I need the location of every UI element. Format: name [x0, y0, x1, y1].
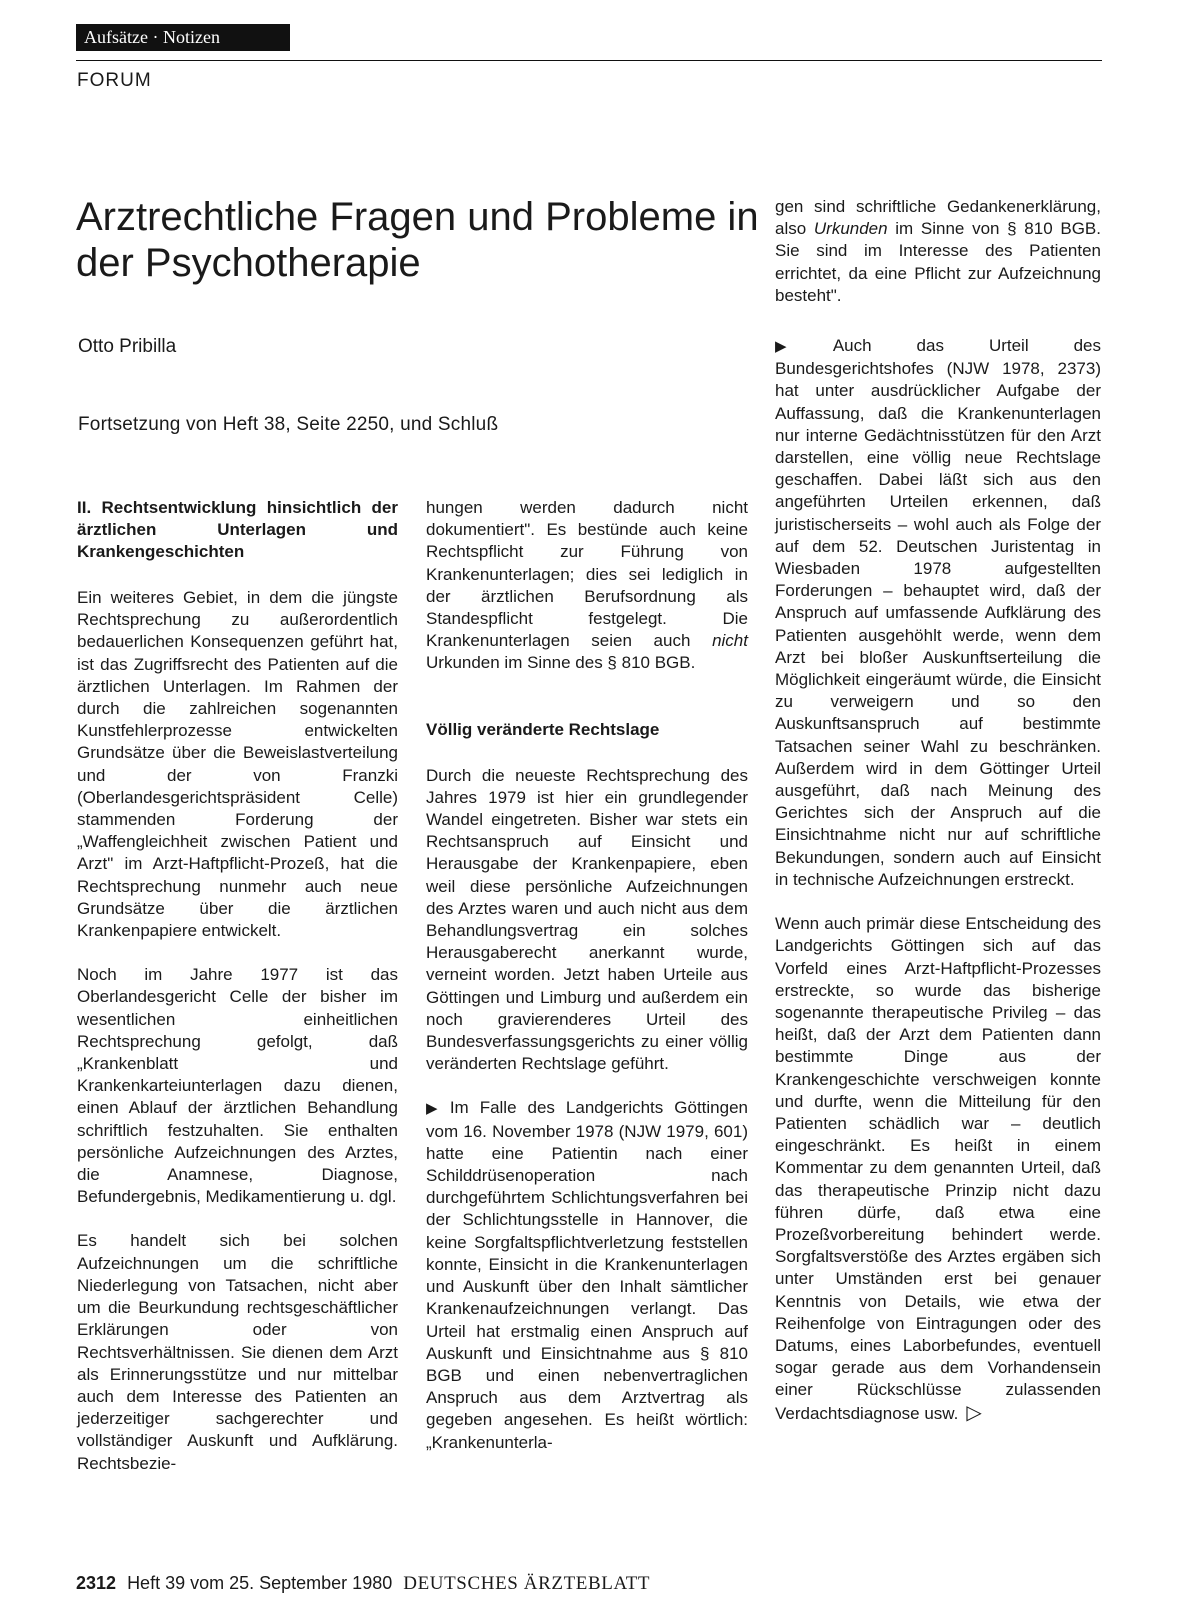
column-3	[775, 196, 1101, 1447]
header-rule	[76, 60, 1102, 61]
article-title: Arztrechtliche Fragen und Probleme in der Psychotherapie	[76, 195, 759, 285]
paragraph-marker-icon: ▶	[775, 338, 827, 356]
paragraph: hungen werden dadurch nicht dokumentiert". Es bestünde auch keine Rechtspflicht zur Führung von Krankenunterlagen; dies sei lediglich in der ärztlichen Berufsordnung als Standespflicht festgelegt. Die Krankenunterlagen seien auch nicht Urkunden im Sinne des § 810 BGB.	[426, 498, 748, 673]
paragraph: Ein weiteres Gebiet, in dem die jüngste Rechtsprechung zu außerordentlich bedauerlichen Konsequenzen geführt hat, ist das Zugriffsrecht des Patienten auf die ärztlichen Unterlagen. Im Rahmen der durch die zahlreichen sogenannten Kunstfehlerprozesse entwickelten Grundsätze über die Beweislastverteilung und der von Franzki (Oberlandesgerichtspräsident Celle) stammenden Forderung der „Waffengleichheit zwischen Patient und Arzt" im Arzt-Haftpflicht-Prozeß, hat die Rechtsprechung nunmehr auch neue Grundsätze über die ärztlichen Krankenpapiere entwickelt.	[77, 588, 398, 941]
journal-name: DEUTSCHES ÄRZTEBLATT	[403, 1573, 651, 1594]
paragraph-marker-icon: ▶	[426, 1100, 444, 1118]
emphasis: nicht	[712, 631, 748, 651]
paragraph: Durch die neueste Rechtsprechung des Jahres 1979 ist hier ein grundlegender Wandel eingetreten. Bisher war stets ein Rechtsanspruch auf Einsicht und Herausgabe der Krankenpapiere, eben weil diese persönliche Aufzeichnungen des Arztes waren und auch nicht aus dem Behandlungsvertrag ein solches Herausgaberecht anerkannt wurde, verneint worden. Jetzt haben Urteile aus Göttingen und Limburg und außerdem ein noch gravierenderes Urteil des Bundesverfassungsgerichts zu einer völlig veränderten Rechtslage geführt.	[426, 765, 748, 1074]
emphasis: Urkunden	[813, 219, 888, 239]
article-author: Otto Pribilla	[78, 336, 177, 357]
page-number: 2312	[76, 1573, 117, 1593]
continuation-note: Fortsetzung von Heft 38, Seite 2250, und Schluß	[78, 414, 499, 435]
paragraph: ▶ Auch das Urteil des Bundesgerichtshofes (NJW 1978, 2373) hat unter ausdrücklicher Aufgabe der Auffassung, daß die Krankenunterlagen nur interne Gedächtnisstützen für den Arzt darstellen, eine völlig neue Rechtslage geschaffen. Dabei läßt sich aus den angeführten Urteilen erkennen, daß juristischerseits – wohl auch als Folge der auf dem 52. Deutschen Juristentag in Wiesbaden 1978 aufgestellten Forderungen – behauptet wird, daß der Anspruch auf umfassende Aufklärung des Patienten ausgehöhlt werde, wenn dem Arzt bei bloßer Auskunftserteilung die Möglichkeit eingeräumt würde, die Einsicht zu verweigern und so den Auskunftsanspruch auf bestimmte Tatsachen seiner Wahl zu beschränken. Außerdem wird in dem Göttinger Urteil ausgeführt, daß nach Meinung des Gerichtes sich der Anspruch auf die Einsichtnahme nicht nur auf schriftliche Bekundungen, sondern auch auf Einsicht in technische Aufzeichnungen erstreckt.	[775, 336, 1102, 889]
subsection-heading: Völlig veränderte Rechtslage	[426, 719, 660, 739]
paragraph: gen sind schriftliche Gedankenerklärung, also Urkunden im Sinne von § 810 BGB. Sie sind im Interesse des Patienten errichtet, da eine Pflicht zur Aufzeichnung besteht".	[775, 197, 1101, 305]
page-footer	[76, 1573, 650, 1595]
paragraph: Wenn auch primär diese Entscheidung des Landgerichts Göttingen sich auf das Vorfeld eines Arzt-Haftpflicht-Prozesses erstreckte, so wurde das bisherige sogenannte therapeutische Privileg – das heißt, daß der Arzt dem Patienten dann bestimmte Dinge aus der Krankengeschichte verschweigen konnte und durfte, wenn die Mitteilung für den Patienten schädlich war – deutlich eingeschränkt. Es heißt in einem Kommentar zu dem genannten Urteil, daß das therapeutische Prinzip nicht dazu führen dürfe, daß etwa eine Prozeßvorbereitung behindert werde. Sorgfaltsverstöße des Arztes ergäben sich unter Umständen erst bei genauer Kenntnis von Details, wie etwa der Reihenfolge von Eintragungen oder des Datums, eines Laborbefundes, eventuell sogar gerade aus dem Vorhandensein einer Rückschlüsse zulassenden Verdachtsdiagnose usw. ▷	[775, 914, 1101, 1424]
issue-info: Heft 39 vom 25. September 1980	[127, 1573, 393, 1593]
paragraph: ▶ Im Falle des Landgerichts Göttingen vom 16. November 1978 (NJW 1979, 601) hatte eine Patientin nach einer Schilddrüsenoperation nach durchgeführtem Schlichtungsverfahren bei der Schlichtungsstelle in Hannover, die keine Sorgfaltspflichtverletzung feststellen konnte, Einsicht in die Krankenunterlagen und Auskunft über den Inhalt sämtlicher Krankenaufzeichnungen verlangt. Das Urteil hat erstmalig einen Anspruch auf Auskunft und Einsichtnahme aus § 810 BGB und einen nebenvertraglichen Anspruch aus dem Arztvertrag als gegeben angesehen. Es heißt wörtlich: „Krankenunterla-	[426, 1098, 748, 1452]
column-2	[426, 497, 748, 1476]
section-label: Aufsätze · Notizen	[76, 24, 290, 51]
column-1	[77, 497, 398, 1497]
continue-arrow-icon: ▷	[966, 1401, 982, 1424]
paragraph: Es handelt sich bei solchen Aufzeichnungen um die schriftliche Niederlegung von Tatsachen, nicht aber um die Beurkundung rechtsgeschäftlicher Erklärungen oder von Rechtsverhältnissen. Sie dienen dem Arzt als Erinnerungsstütze und nur mittelbar auch dem Interesse des Patienten an jederzeitiger sachgerechter und vollständiger Auskunft und Aufklärung. Rechtsbezie-	[77, 1231, 398, 1473]
paragraph: Noch im Jahre 1977 ist das Oberlandesgericht Celle der bisher im wesentlichen einheitlichen Rechtsprechung gefolgt, daß „Krankenblatt und Krankenkarteiunterlagen dazu dienen, einen Ablauf der ärztlichen Behandlung schriftlich festzuhalten. Sie enthalten persönliche Aufzeichnungen des Arztes, die Anamnese, Diagnose, Befundergebnis, Medikamentierung u. dgl.	[77, 965, 398, 1207]
section-heading: II. Rechtsentwicklung hinsichtlich der ärztlichen Unterlagen und Krankengeschichten	[77, 498, 398, 561]
section-name: FORUM	[77, 70, 152, 91]
